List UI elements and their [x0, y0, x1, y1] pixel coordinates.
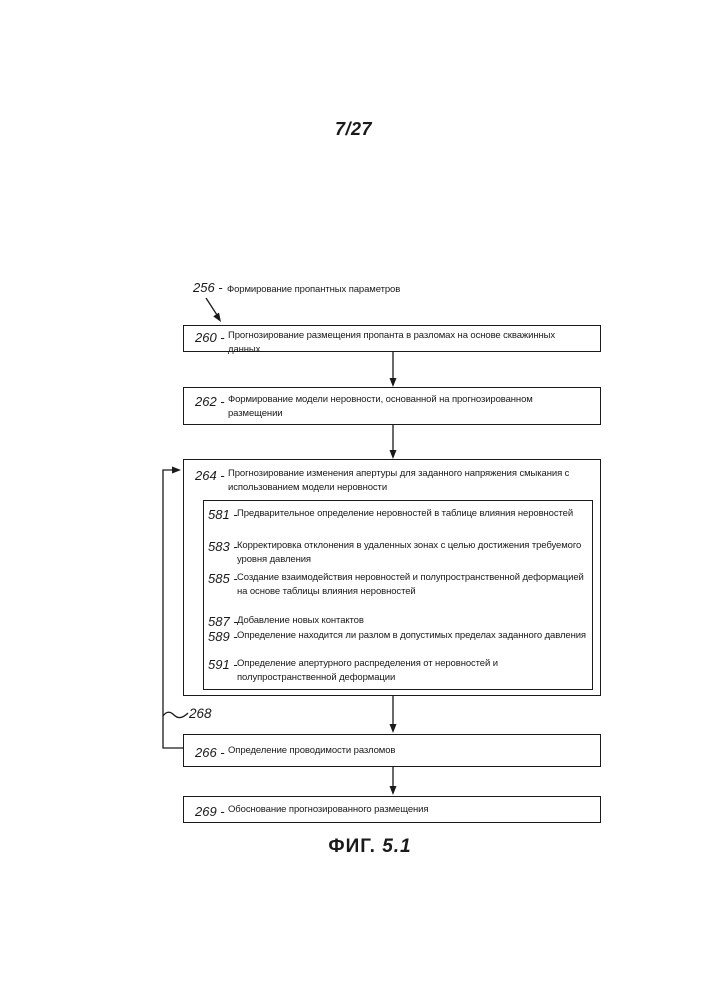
- loop-label-tick: [163, 712, 188, 717]
- substep-ref-585: 585 -: [208, 571, 238, 586]
- step-text-260: Прогнозирование размещения пропанта в разломах на основе скважинных данных: [228, 330, 556, 355]
- step-ref-266: 266 -: [195, 745, 225, 760]
- substep-583: [204, 539, 581, 566]
- arrow-262-to-264: [390, 425, 397, 459]
- substep-text-589: Определение находится ли разлом в допустимых пределах заданного давления: [237, 630, 586, 641]
- step-text-266: Определение проводимости разломов: [228, 745, 396, 756]
- step-label-256: [193, 281, 400, 297]
- flow-box-269: [183, 796, 601, 823]
- figure-caption-prefix: ФИГ.: [328, 836, 376, 857]
- arrow-260-to-262: [390, 352, 397, 387]
- loop-label-268: 268: [189, 706, 212, 721]
- substep-group-box: [203, 500, 593, 690]
- arrow-264-to-266: [390, 696, 397, 733]
- page-number: 7/27: [334, 119, 373, 139]
- step-text-264: Прогнозирование изменения апертуры для заданного напряжения смыкания с использованием модели неровности: [228, 468, 570, 493]
- substep-591: [204, 657, 498, 684]
- flow-box-262: [183, 387, 601, 425]
- substep-text-591: Определение апертурного распределения от неровностей и полупространственной деформации: [237, 658, 498, 683]
- arrow-256-to-260: [206, 298, 221, 322]
- figure-caption-number: 5.1: [382, 836, 412, 857]
- substep-585: [204, 571, 584, 598]
- substep-text-587: Добавление новых контактов: [237, 615, 364, 626]
- substep-589: [204, 629, 586, 643]
- step-ref-256: 256 -: [193, 280, 223, 295]
- substep-ref-587: 587 -: [208, 614, 238, 629]
- step-ref-262: 262 -: [195, 394, 225, 409]
- step-ref-264: 264 -: [195, 468, 225, 483]
- substep-text-585: Создание взаимодействия неровностей и полупространственной деформацией на основе таблицы влияния неровностей: [237, 572, 584, 597]
- figure-caption: [0, 836, 707, 858]
- step-text-256: Формирование пропантных параметров: [227, 284, 401, 295]
- substep-ref-591: 591 -: [208, 657, 238, 672]
- flow-box-266: [183, 734, 601, 767]
- arrow-266-to-269: [390, 767, 397, 795]
- substep-text-583: Корректировка отклонения в удаленных зонах с целью достижения требуемого уровня давления: [237, 540, 582, 565]
- step-text-262: Формирование модели неровности, основанной на прогнозированном размещении: [228, 394, 533, 419]
- substep-ref-583: 583 -: [208, 539, 238, 554]
- substep-ref-581: 581 -: [208, 507, 238, 522]
- step-ref-269: 269 -: [195, 804, 225, 819]
- step-text-269: Обоснование прогнозированного размещения: [228, 804, 429, 815]
- flow-box-260: [183, 325, 601, 355]
- substep-ref-589: 589 -: [208, 629, 238, 644]
- substep-581: [204, 507, 573, 521]
- step-ref-260: 260 -: [195, 330, 225, 345]
- substep-text-581: Предварительное определение неровностей в таблице влияния неровностей: [237, 508, 574, 519]
- substep-587: [204, 614, 364, 628]
